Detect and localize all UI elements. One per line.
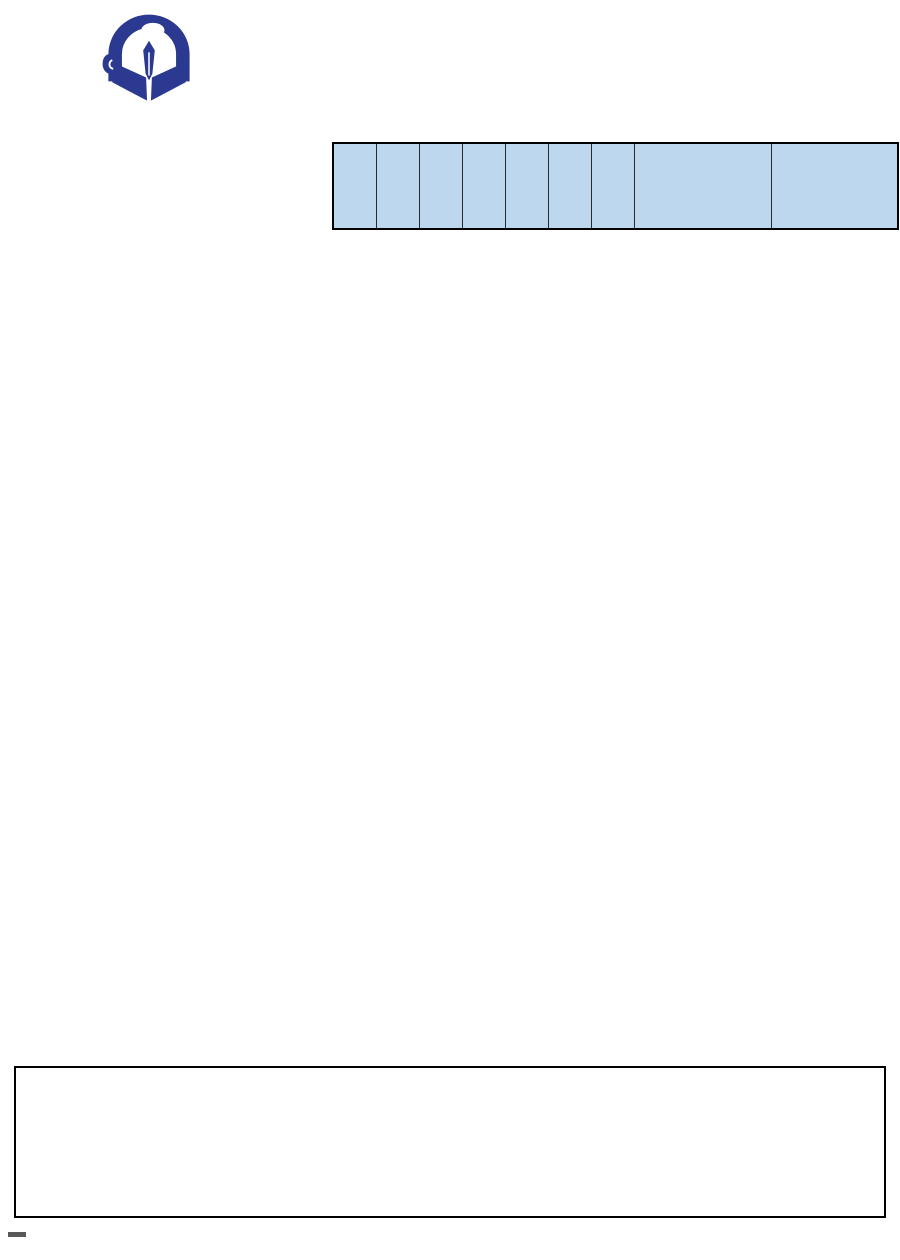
calendar-header-row [333, 143, 898, 229]
week-column-header [634, 143, 771, 229]
day-header-wednesday [419, 143, 462, 229]
university-logo-emblem [85, 4, 213, 120]
day-header-thursday [376, 143, 419, 229]
day-header-friday [333, 143, 376, 229]
day-header-monday [505, 143, 548, 229]
calendar-table [332, 142, 899, 230]
site-badge [8, 1232, 26, 1237]
month-column-header [771, 143, 898, 229]
day-header-sunday [548, 143, 591, 229]
day-header-saturday [591, 143, 634, 229]
day-header-tuesday [462, 143, 505, 229]
footnotes-box [14, 1066, 886, 1218]
university-logo [85, 4, 235, 154]
